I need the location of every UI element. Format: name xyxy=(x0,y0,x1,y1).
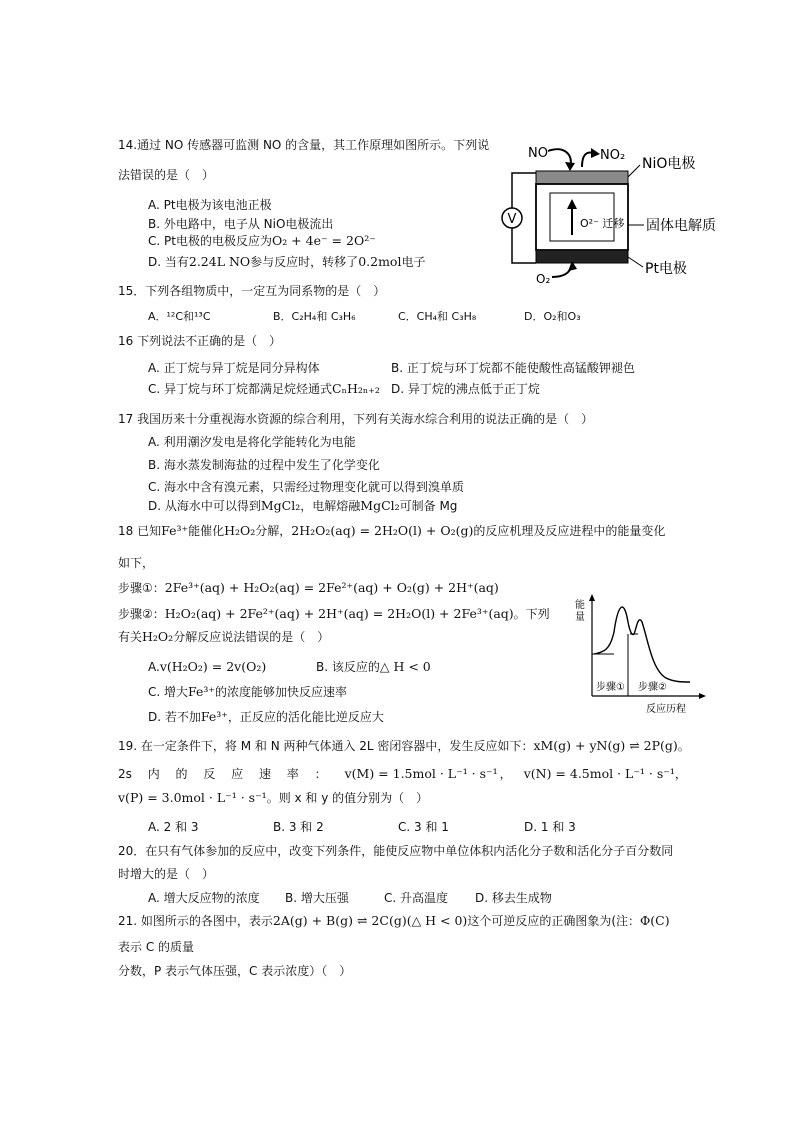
q21-line1-text2: 这个可逆反应的正确图象为(注： xyxy=(467,914,640,928)
q18-line3-text2: 分解反应说法错误的是（ ） xyxy=(173,630,330,644)
q17-option-d-eq1: MgCl₂ xyxy=(260,498,301,513)
q18-option-c xyxy=(148,684,347,700)
nio-electrode xyxy=(536,171,628,184)
q14-option-c-text: C. Pt电极的电极反应为 xyxy=(148,234,272,248)
q19-option-c: C. 3 和 1 xyxy=(398,820,449,834)
q18-option-c-fe3: Fe³⁺ xyxy=(188,684,216,699)
no2-label: NO₂ xyxy=(600,148,626,163)
q18-step2-label: 步骤②： xyxy=(118,607,165,621)
q18-stem-line2: 如下， xyxy=(118,556,155,570)
q19-line1 xyxy=(118,738,690,754)
q17-option-d-text2: ，电解熔融 xyxy=(300,499,361,513)
q20-stem-line1: 20．在只有气体参加的反应中，改变下列条件，能使反应物中单位体积内活化分子数和活化分子百分数同 xyxy=(118,844,674,858)
q18-text1: 18 已知 xyxy=(118,524,162,538)
q18-option-c-text1: C. 增大 xyxy=(148,685,189,699)
q17-option-d-text1: D. 从海水中可以得到 xyxy=(148,499,261,513)
q15-option-c: C．CH₄和 C₃H₈ xyxy=(398,310,477,323)
q19-rate-p: v(P) = 3.0mol · L⁻¹ · s⁻¹ xyxy=(118,790,267,805)
q18-line3-text1: 有关 xyxy=(118,630,143,644)
q18-overall-equation: 2H₂O₂(aq) = 2H₂O(l) + O₂(g) xyxy=(291,523,474,538)
pt-electrode-label: Pt电极 xyxy=(645,261,687,277)
q17-stem: 17 我国历来十分重视海水资源的综合利用，下列有关海水综合利用的说法正确的是（ ） xyxy=(118,412,594,426)
q18-option-d-text2: ，正反应的活化能比逆反应大 xyxy=(227,710,384,724)
reaction-coordinate-label: 反应历程 xyxy=(646,704,686,715)
q20-stem-line2: 时增大的是（ ） xyxy=(118,867,215,881)
q19-reaction-equation: xM(g) + yN(g) ⇌ 2P(g) xyxy=(533,738,678,753)
q17-option-c: C. 海水中含有溴元素，只需经过物理变化就可以得到溴单质 xyxy=(148,480,465,494)
q18-option-b-equation: △ H < 0 xyxy=(379,659,431,674)
q19-rate-n: v(N) = 4.5mol · L⁻¹ · s⁻¹ xyxy=(523,766,675,781)
nio-electrode-label: NiO电极 xyxy=(642,156,696,172)
q20-option-b: B. 增大压强 xyxy=(285,891,349,905)
q18-text2: 能催化 xyxy=(188,524,225,538)
q14-option-a: A. Pt电极为该电池正极 xyxy=(148,198,272,212)
o2-ion-migration-label: O²⁻ 迁移 xyxy=(580,217,625,230)
voltmeter-label: V xyxy=(507,212,517,227)
q18-option-a-equation: v(H₂O₂) = 2v(O₂) xyxy=(159,659,267,674)
energy-profile-graph xyxy=(570,592,710,716)
pt-electrode xyxy=(536,250,628,263)
q18-step2 xyxy=(118,606,550,622)
q21-line1-text1: 21. 如图所示的各图中，表示 xyxy=(118,914,273,928)
q16-option-c-text: C. 异丁烷与环丁烷都满足烷烃通式 xyxy=(148,382,333,396)
q16-option-d: D. 异丁烷的沸点低于正丁烷 xyxy=(391,382,540,396)
q21-phi-c: Φ(C) xyxy=(640,913,670,928)
q16-option-a: A. 正丁烷与异丁烷是同分异构体 xyxy=(148,361,320,375)
q16-option-c-formula: CₙH₂ₙ₊₂ xyxy=(332,381,380,396)
q14-option-d-text3: 电子 xyxy=(401,255,426,269)
q14-option-b: B. 外电路中，电子从 NiO电极流出 xyxy=(148,217,334,231)
o2-label: O₂ xyxy=(536,272,551,285)
q18-stem-line3 xyxy=(118,629,329,645)
q18-option-d-text1: D. 若不加 xyxy=(148,710,201,724)
q14-option-d-eq2: 0.2mol xyxy=(358,254,402,269)
q17-option-d-eq2: MgCl₂ xyxy=(360,498,400,513)
q18-step1-label: 步骤①： xyxy=(118,581,165,595)
q19-line2-text: 2s 内 的 反 应 速 率 ： xyxy=(118,767,327,781)
q18-text3: 分解， xyxy=(255,524,292,538)
q18-option-b xyxy=(316,659,431,675)
q18-line3-h2o2: H₂O₂ xyxy=(142,629,174,644)
q14-option-d-text2: 参与反应时，转移了 xyxy=(250,255,359,269)
q19-rate-m: v(M) = 1.5mol · L⁻¹ · s⁻¹ xyxy=(344,766,498,781)
q16-stem: 16 下列说法不正确的是（ ） xyxy=(118,334,282,348)
q14-stem-line1: 14.通过 NO 传感器可监测 NO 的含量，其工作原理如图所示。下列说 xyxy=(118,138,490,152)
q15-option-b: B．C₂H₄和 C₃H₆ xyxy=(273,310,356,323)
step1-region-label: 步骤① xyxy=(596,682,625,693)
q15-option-d: D．O₂和O₃ xyxy=(524,310,581,323)
q16-option-b: B. 正丁烷与环丁烷都不能使酸性高锰酸钾褪色 xyxy=(391,361,635,375)
q17-option-b: B. 海水蒸发制海盐的过程中发生了化学变化 xyxy=(148,458,380,472)
q18-h2o2: H₂O₂ xyxy=(224,523,256,538)
q18-option-a xyxy=(148,659,266,675)
q18-step2-equation: H₂O₂(aq) + 2Fe²⁺(aq) + 2H⁺(aq) = 2H₂O(l) + 2Fe³⁺(aq) xyxy=(164,606,514,621)
q19-option-a: A. 2 和 3 xyxy=(148,820,199,834)
q14-option-d-eq1: 2.24L NO xyxy=(188,254,251,269)
q19-option-d: D. 1 和 3 xyxy=(524,820,576,834)
q19-option-b: B. 3 和 2 xyxy=(273,820,324,834)
q17-option-d-text3: 可制备 Mg xyxy=(399,499,458,513)
no-sensor-diagram xyxy=(490,135,730,285)
q14-option-c xyxy=(148,233,376,249)
q18-step1-equation: 2Fe³⁺(aq) + H₂O₂(aq) = 2Fe²⁺(aq) + O₂(g) + 2H⁺(aq) xyxy=(164,580,499,595)
energy-curve xyxy=(594,607,690,682)
q19-line2: 2s 内 的 反 应 速 率 ： v(M) = 1.5mol · L⁻¹ · s⁻¹ ， v(N) = 4.5mol · L⁻¹ · s⁻¹， xyxy=(118,766,687,781)
q19-line3 xyxy=(118,790,428,806)
q21-line3: 分数，P 表示气体压强，C 表示浓度）（ ） xyxy=(118,964,352,978)
q20-option-a: A. 增大反应物的浓度 xyxy=(148,891,260,905)
q21-line1 xyxy=(118,913,670,929)
q18-text4: 的反应机理及反应进程中的能量变化 xyxy=(473,524,666,538)
q14-stem-line2: 法错误的是（ ） xyxy=(118,168,215,182)
q19-line3-text: 。则 x 和 y 的值分别为（ ） xyxy=(266,791,429,805)
step2-region-label: 步骤② xyxy=(638,682,667,693)
energy-axis-label-2: 量 xyxy=(575,612,585,623)
energy-axis-label-1: 能 xyxy=(575,600,585,611)
q18-fe3: Fe³⁺ xyxy=(161,523,189,538)
electrolyte-label: 固体电解质 xyxy=(646,218,716,234)
q21-reaction-equation: 2A(g) + B(g) ⇌ 2C(g)(△ H < 0) xyxy=(272,913,468,928)
q17-option-a: A. 利用潮汐发电是将化学能转化为电能 xyxy=(148,435,356,449)
q20-option-d: D. 移去生成物 xyxy=(475,891,552,905)
q18-option-d xyxy=(148,709,384,725)
q16-option-c xyxy=(148,381,380,397)
q18-option-b-text: B. 该反应的 xyxy=(316,660,380,674)
q18-stem-line1 xyxy=(118,523,665,539)
q17-option-d xyxy=(148,498,457,514)
q18-option-a-label: A. xyxy=(148,660,160,674)
q18-option-d-fe3: Fe³⁺ xyxy=(200,709,228,724)
q18-option-c-text2: 的浓度能够加快反应速率 xyxy=(215,685,348,699)
q20-option-c: C. 升高温度 xyxy=(384,891,449,905)
q19-line1-text: 19. 在一定条件下，将 M 和 N 两种气体通入 2L 密闭容器中，发生反应如下： xyxy=(118,739,534,753)
q14-option-d xyxy=(148,254,425,270)
q15-stem: 15．下列各组物质中，一定互为同系物的是（ ） xyxy=(118,284,386,298)
q18-step1 xyxy=(118,580,499,596)
no-label: NO xyxy=(528,146,548,161)
q14-option-d-text1: D. 当有 xyxy=(148,255,189,269)
q19-line1-post: 。 xyxy=(677,739,690,753)
q21-line2: 表示 C 的质量 xyxy=(118,940,195,954)
q18-step2-post: 。下列 xyxy=(513,607,550,621)
q14-option-c-equation: O₂ + 4e⁻ = 2O²⁻ xyxy=(271,233,376,248)
q15-option-a: A．¹²C和¹³C xyxy=(148,310,211,323)
